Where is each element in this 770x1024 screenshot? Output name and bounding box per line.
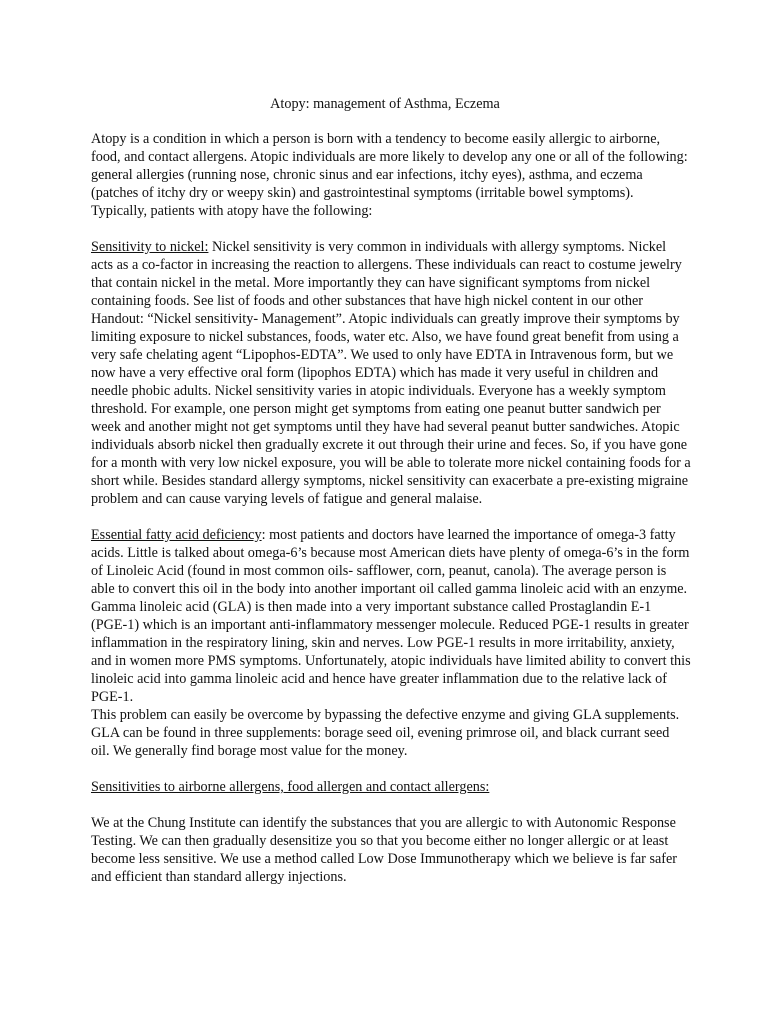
document-body [91,130,691,886]
airborne-heading: Sensitivities to airborne allergens, food allergen and contact allergens: [91,779,490,795]
efa-text: : most patients and doctors have learned the importance of omega-3 fatty acids. Little is talked about omega-6’s because most American diets have plenty of omega-6’s in the form of Linoleic Acid (found in most common oils- safflower, corn, peanut, canola). The average person is able to convert this oil in the body into another important oil called gamma linoleic acid with an enzyme. Gamma linoleic acid (GLA) is then made into a very important substance called Prostaglandin E-1 (PGE-1) which is an important anti-inflammatory messenger molecule. Reduced PGE-1 results in greater inflammation in the respiratory lining, skin and nerves. Low PGE-1 results in more irritability, anxiety, and in women more PMS symptoms. Unfortunately, atopic individuals have limited ability to convert this linoleic acid into gamma linoleic acid and hence have greater inflammation due to the relative lack of PGE-1. [91,527,691,705]
nickel-section [91,238,691,508]
nickel-text: Nickel sensitivity is very common in individuals with allergy symptoms. Nickel acts as a co-factor in increasing the reaction to allergens. These individuals can react to costume jewelry that contain nickel in the metal. More importantly they can have significant symptoms from nickel containing foods. See list of foods and other substances that have high nickel content in our other Handout: “Nickel sensitivity- Management”. Atopic individuals can greatly improve their symptoms by limiting exposure to nickel substances, foods, water etc. Also, we have found great benefit from using a very safe chelating agent “Lipophos-EDTA”. We used to only have EDTA in Intravenous form, but we now have a very effective oral form (lipophos EDTA) which has made it very useful in children and needle phobic adults. Nickel sensitivity varies in atopic individuals. Everyone has a weekly symptom threshold. For example, one person might get symptoms from eating one peanut butter sandwich per week and another might not get symptoms until they have had several peanut butter sandwiches. Atopic individuals absorb nickel then gradually excrete it out through their urine and feces. So, if you have gone for a month with very low nickel exposure, you will be able to tolerate more nickel containing foods for a short while. Besides standard allergy symptoms, nickel sensitivity can exacerbate a pre-existing migraine problem and can cause varying levels of fatigue and general malaise. [91,239,691,507]
intro-paragraph: Atopy is a condition in which a person is born with a tendency to become easily allergic to airborne, food, and contact allergens. Atopic individuals are more likely to develop any one or all of the following: general allergies (running nose, chronic sinus and ear infections, itchy eyes), asthma, and eczema (patches of itchy dry or weepy skin) and gastrointestinal symptoms (irritable bowel symptoms). Typically, patients with atopy have the following: [91,131,688,219]
efa-paragraph-2: This problem can easily be overcome by bypassing the defective enzyme and giving GLA supplements. GLA can be found in three supplements: borage seed oil, evening primrose oil, and black currant seed oil. We generally find borage most value for the money. [91,707,680,759]
efa-section [91,526,691,706]
nickel-heading: Sensitivity to nickel: [91,239,209,255]
efa-heading: Essential fatty acid deficiency [91,527,262,543]
document-title: Atopy: management of Asthma, Eczema [270,96,500,112]
airborne-paragraph: We at the Chung Institute can identify the substances that you are allergic to with Autonomic Response Testing. We can then gradually desensitize you so that you become either no longer allergic or at least become less sensitive. We use a method called Low Dose Immunotherapy which we believe is far safer and efficient than standard allergy injections. [91,815,678,885]
